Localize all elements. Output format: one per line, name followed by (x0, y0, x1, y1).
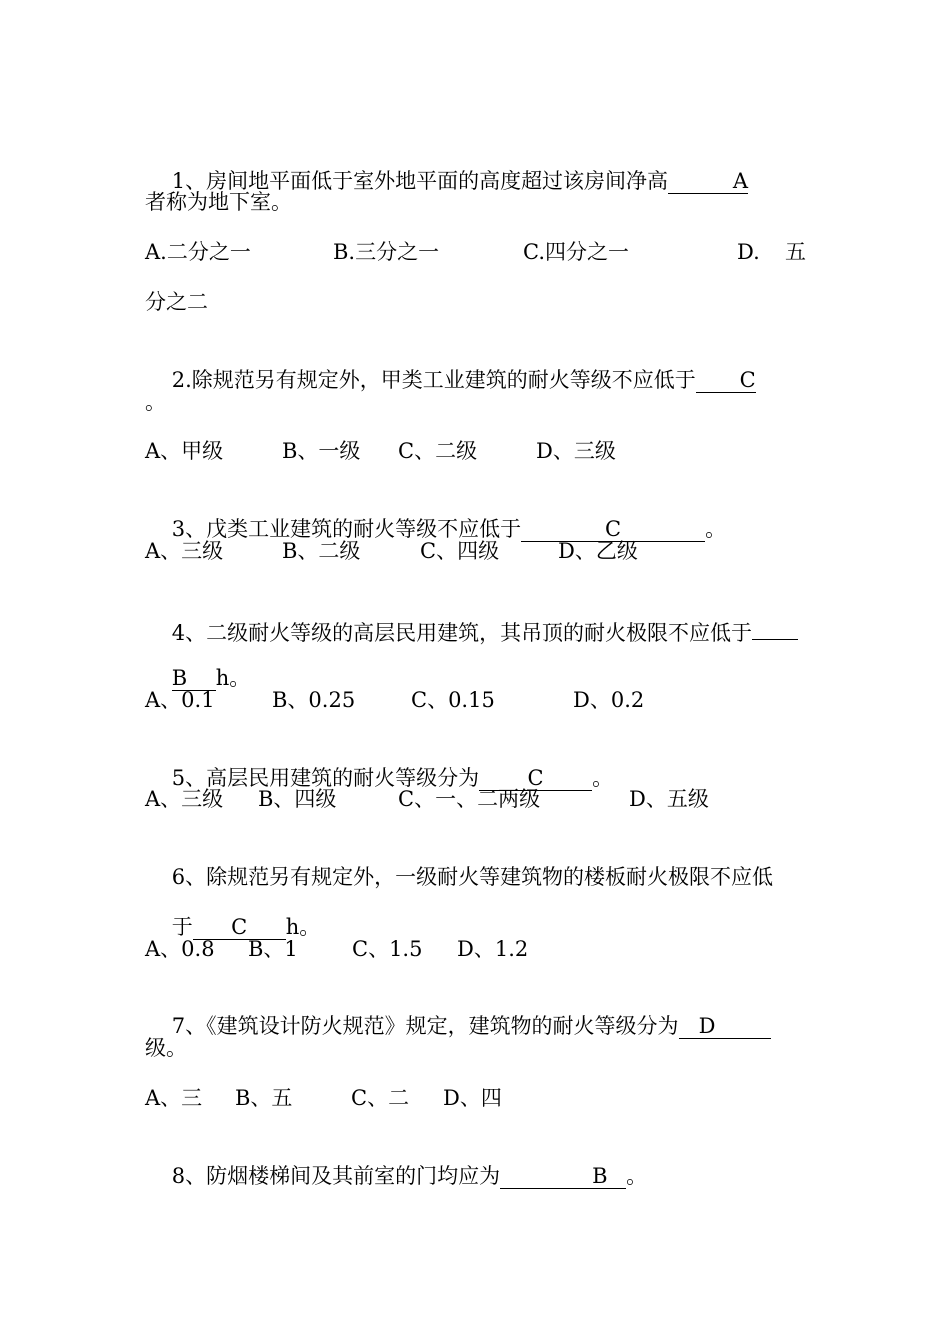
question-5-text: 5、高层民用建筑的耐火等级分为 (171, 766, 480, 790)
question-8-text: 8、防烟楼梯间及其前室的门均应为 (171, 1164, 501, 1188)
question-7-text: 7、《建筑设计防火规范》规定，建筑物的耐火等级分为 (171, 1014, 679, 1038)
question-6 (145, 835, 774, 889)
question-3-tail: 。 (705, 517, 727, 541)
option-d: D、0.2 (573, 688, 645, 712)
question-6-cont (145, 885, 321, 939)
answer-blank-5: C (479, 766, 592, 791)
option-b: B、二级 (282, 539, 361, 563)
option-c: C、二 (351, 1086, 410, 1110)
question-1-cont: 者称为地下室。 (145, 190, 292, 214)
option-d: D、五级 (629, 787, 709, 811)
option-a: A、三级 (145, 787, 224, 811)
question-8-tail: 。 (626, 1164, 648, 1188)
question-2-cont: 。 (145, 390, 166, 414)
options-2 (145, 437, 825, 465)
question-7-cont: 级。 (145, 1036, 187, 1060)
question-7 (145, 984, 771, 1038)
option-b: B、四级 (258, 787, 337, 811)
question-4-cont (145, 636, 251, 690)
option-c: C、0.15 (411, 688, 495, 712)
option-d: D. (737, 240, 760, 264)
option-c: C、一、二两级 (398, 787, 541, 811)
question-1-text: 1、房间地平面低于室外地平面的高度超过该房间净高 (171, 169, 669, 193)
options-1 (145, 238, 825, 266)
options-1-cont: 分之二 (145, 290, 208, 314)
answer-blank-8 (500, 1164, 626, 1189)
question-8 (145, 1134, 648, 1188)
answer-blank-6: C (193, 915, 286, 940)
option-d-tail: 五 (785, 240, 806, 264)
option-a: A、甲级 (145, 439, 224, 463)
options-3 (145, 537, 825, 565)
option-a: A、0.8 (145, 937, 215, 961)
question-3 (145, 487, 727, 541)
question-4-tail: h。 (215, 666, 251, 690)
options-6 (145, 935, 825, 963)
option-d: D、乙级 (558, 539, 638, 563)
option-b: B、一级 (282, 439, 361, 463)
option-d: D、1.2 (457, 937, 529, 961)
options-5 (145, 785, 825, 813)
answer-7: D (698, 1014, 716, 1038)
answer-blank-2: C (696, 368, 756, 393)
option-a: A、三级 (145, 539, 224, 563)
question-4 (145, 587, 798, 645)
options-4 (145, 686, 825, 714)
option-a: A、0.1 (145, 688, 215, 712)
question-5 (145, 736, 614, 790)
question-5-tail: 。 (592, 766, 614, 790)
option-d: D、三级 (536, 439, 616, 463)
answer-blank-1: A (668, 169, 748, 194)
question-4-text: 4、二级耐火等级的高层民用建筑，其吊顶的耐火极限不应低于 (171, 621, 753, 645)
question-6-tail: h。 (285, 915, 321, 939)
answer-blank-4-start (752, 615, 798, 640)
options-7 (145, 1084, 825, 1112)
option-b: B.三分之一 (333, 240, 440, 264)
question-6-text: 6、除规范另有规定外，一级耐火等建筑物的楼板耐火极限不应低 (171, 865, 774, 889)
option-c: C、二级 (398, 439, 478, 463)
answer-8: B (592, 1164, 608, 1188)
option-c: C.四分之一 (523, 240, 629, 264)
option-a: A、三 (145, 1086, 203, 1110)
question-2 (145, 338, 756, 392)
option-b: B、五 (235, 1086, 293, 1110)
question-6-cont-text: 于 (171, 915, 193, 939)
option-c: C、四级 (420, 539, 500, 563)
question-3-text: 3、戊类工业建筑的耐火等级不应低于 (171, 517, 522, 541)
question-2-text: 2.除规范另有规定外，甲类工业建筑的耐火等级不应低于 (171, 368, 696, 392)
option-b: B、0.25 (272, 688, 356, 712)
option-d: D、四 (443, 1086, 502, 1110)
question-1 (145, 139, 749, 193)
option-a: A.二分之一 (145, 240, 251, 264)
answer-blank-7 (679, 1014, 771, 1039)
option-c: C、1.5 (352, 937, 423, 961)
answer-blank-4: B (172, 666, 216, 691)
option-b: B、1 (248, 937, 298, 961)
answer-blank-3: C (521, 517, 705, 542)
